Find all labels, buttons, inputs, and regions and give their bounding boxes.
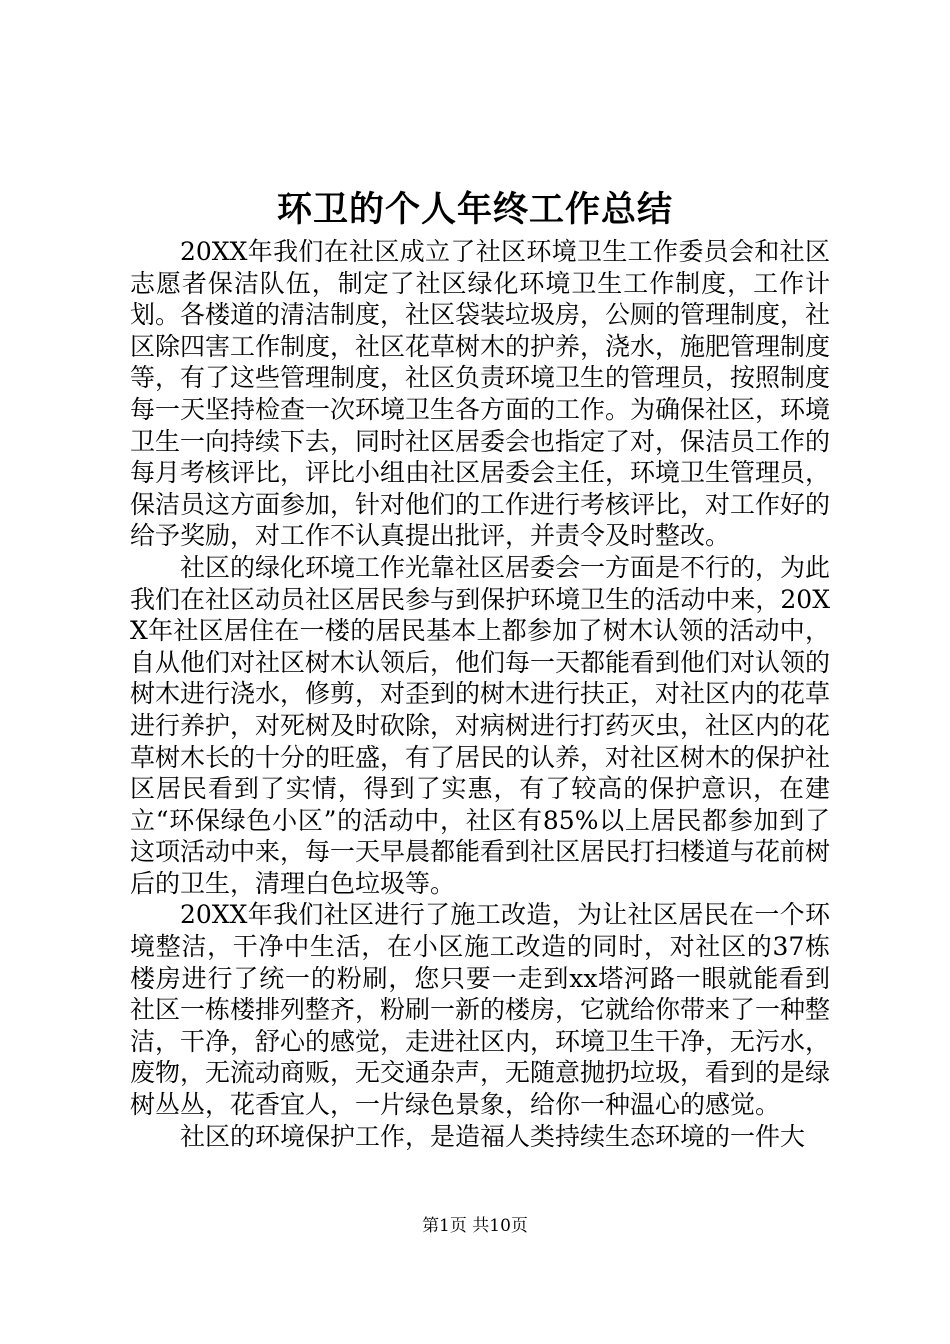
document-title: 环卫的个人年终工作总结 [276,189,673,230]
paragraph-1: 20XX年我们在社区成立了社区环境卫生工作委员会和社区志愿者保洁队伍，制定了社区绿化环境卫生工作制度，工作计划。各楼道的清洁制度，社区袋装垃圾房，公厕的管理制度，社区除四害工作制度，社区花草树木的护养，浇水，施肥管理制度等，有了这些管理制度，社区负责环境卫生的管理员，按照制度每一天坚持检查一次环境卫生各方面的工作。为确保社区，环境卫生一向持续下去，同时社区居委会也指定了对，保洁员工作的每月考核评比，评比小组由社区居委会主任，环境卫生管理员，保洁员这方面参加，针对他们的工作进行考核评比，对工作好的给予奖励，对工作不认真提出批评，并责令及时整改。 [130,237,831,551]
paragraph-2: 社区的绿化环境工作光靠社区居委会一方面是不行的，为此我们在社区动员社区居民参与到保护环境卫生的活动中来，20XX年社区居住在一楼的居民基本上都参加了树木认领的活动中，自从他们对社区树木认领后，他们每一天都能看到他们对认领的树木进行浇水，修剪，对歪到的树木进行扶正，对社区内的花草进行养护，对死树及时砍除，对病树进行打药灭虫，社区内的花草树木长的十分的旺盛，有了居民的认养，对社区树木的保护社区居民看到了实情，得到了实惠，有了较高的保护意识，在建立“环保绿色小区”的活动中，社区有85%以上居民都参加到了这项活动中来，每一天早晨都能看到社区居民打扫楼道与花前树后的卫生，清理白色垃圾等。 [130,552,831,898]
page-footer [0,1214,950,1238]
paragraph-4: 社区的环境保护工作，是造福人类持续生态环境的一件大 [180,1121,806,1151]
paragraph-3: 20XX年我们社区进行了施工改造，为让社区居民在一个环境整洁，干净中生活，在小区施工改造的同时，对社区的37栋楼房进行了统一的粉刷，您只要一走到xx塔河路一眼就能看到社区一栋楼排列整齐，粉刷一新的楼房，它就给你带来了一种整洁，干净，舒心的感觉，走进社区内，环境卫生干净，无污水，废物，无流动商贩，无交通杂声，无随意抛扔垃圾，看到的是绿树丛丛，花香宜人，一片绿色景象，给你一种温心的感觉。 [130,900,831,1120]
document-body [130,236,830,1152]
page-number-label: 第1页 共10页 [422,1216,528,1236]
